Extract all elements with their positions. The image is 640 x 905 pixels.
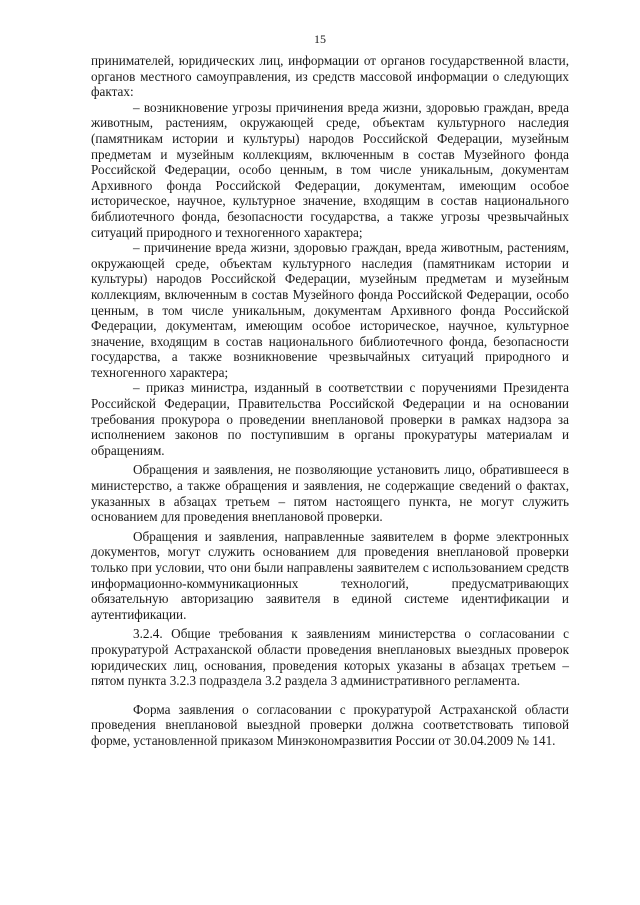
paragraph-harm-fact: – причинение вреда жизни, здоровью граждан, вреда животным, растениям, окружающей среде, объектам культурного наследия (памятникам истории и культуры) народов Российской Федерации, музейным предметам и музейным коллекциям, включенным в состав Музейного фонда Российской Федерации, особо ценным, в том числе уникальным, документам Архивного фонда Российской Федерации, документам, имеющим особое историческое, научное, культурное значение, входящим в состав национального библиотечного фонда, безопасности государства, а также возникновение чрезвычайных ситуаций природного и техногенного характера; [91, 240, 569, 380]
document-body [91, 53, 569, 749]
paragraph-threat-fact: – возникновение угрозы причинения вреда жизни, здоровью граждан, вреда животным, растениям, окружающей среде, объектам культурного наследия (памятникам истории и культуры) народов Российской Федерации, музейным предметам и музейным коллекциям, включенным в состав Музейного фонда Российской Федерации, особо ценным, в том числе уникальным, документам Архивного фонда Российской Федерации, документам, имеющим особое историческое, научное, культурное значение, входящим в состав национального библиотечного фонда, безопасности государства, а также угрозы чрезвычайных ситуаций природного и техногенного характера; [91, 99, 569, 240]
paragraph-anonymous-appeals: Обращения и заявления, не позволяющие установить лицо, обратившееся в министерство, а также обращения и заявления, не содержащие сведений о фактах, указанных в абзацах третьем – пятом настоящего пункта, не могут служить основанием для проведения внеплановой проверки. [91, 462, 569, 525]
paragraph-electronic-appeals: Обращения и заявления, направленные заявителем в форме электронных документов, могут служить основанием для проведения внеплановой проверки только при условии, что они были направлены заявителем с использованием средств информационно-коммуникационных технологий, предусматривающих обязательную авторизацию заявителя в единой системе идентификации и аутентификации. [91, 528, 569, 622]
paragraph-continuation: принимателей, юридических лиц, информации от органов государственной власти, органов местного самоуправления, из средств массовой информации о следующих фактах: [91, 53, 569, 100]
page-number: 15 [314, 32, 326, 46]
paragraph-section-3-2-4: 3.2.4. Общие требования к заявлениям министерства о согласовании с прокуратурой Астраханской области проведения внеплановых выездных проверок юридических лиц, основания, проведения которых указаны в абзацах третьем – пятом пункта 3.2.3 подраздела 3.2 раздела 3 административного регламента. [91, 626, 569, 689]
paragraph-application-form: Форма заявления о согласовании с прокуратурой Астраханской области проведения внеплановой выездной проверки должна соответствовать типовой форме, установленной приказом Минэкономразвития России от 30.04.2009 № 141. [91, 701, 569, 748]
paragraph-minister-order: – приказ министра, изданный в соответствии с поручениями Президента Российской Федерации, Правительства Российской Федерации и на основании требования прокурора о проведении внеплановой проверки в рамках надзора за исполнением законов по поступившим в органы прокуратуры материалам и обращениям. [91, 380, 569, 458]
